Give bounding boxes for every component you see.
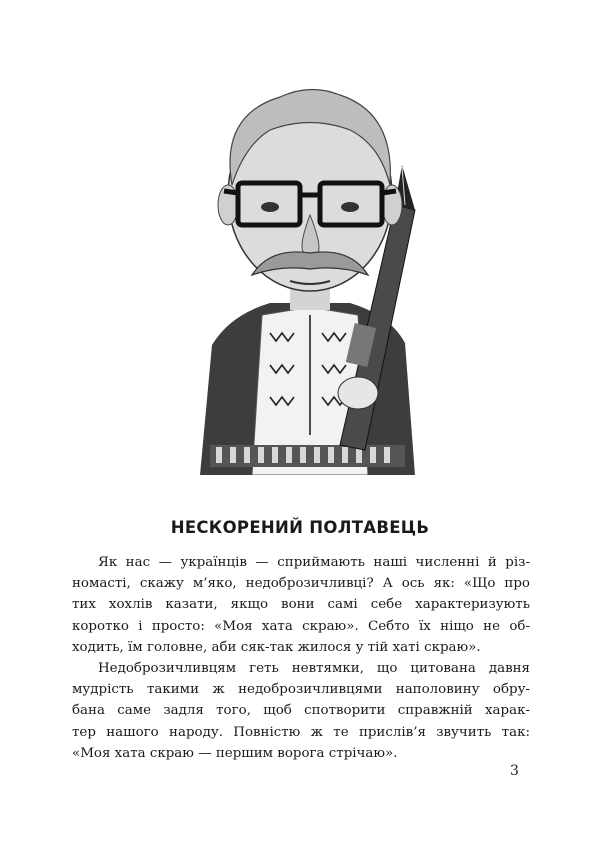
text-line: тих хохлів казати, якщо вони самі себе характеризують xyxy=(72,597,530,613)
body-text xyxy=(72,552,530,764)
text-line: Недоброзичливцям геть невтямки, що цитована давня xyxy=(98,661,530,677)
text-line: ходить, їм головне, аби сяк-так жилося у тій хаті скраю». xyxy=(72,639,481,655)
hand xyxy=(338,377,378,409)
text-line: номасті, скажу м’яко, недоброзичливці? А ось як: «Що про xyxy=(72,576,530,592)
text-line: бана саме задля того, щоб спотворити справжній харак- xyxy=(72,703,530,719)
text-line: тер нашого народу. Повністю ж те прислів’я звучить так: xyxy=(72,724,530,740)
text-line: Як нас — українців — сприймають наші численні й різ- xyxy=(98,555,530,570)
chapter-title: НЕСКОРЕНИЙ ПОЛТАВЕЦЬ xyxy=(170,518,430,537)
text-line: коротко і просто: «Моя хата скраю». Себто їх ніщо не об- xyxy=(72,618,530,634)
caricature-illustration xyxy=(190,75,430,475)
text-line: мудрість такими ж недоброзичливцями наполовину обру- xyxy=(72,682,530,698)
page-number: 3 xyxy=(510,763,519,779)
text-line: «Моя хата скраю — першим ворога стрічаю». xyxy=(72,745,398,761)
